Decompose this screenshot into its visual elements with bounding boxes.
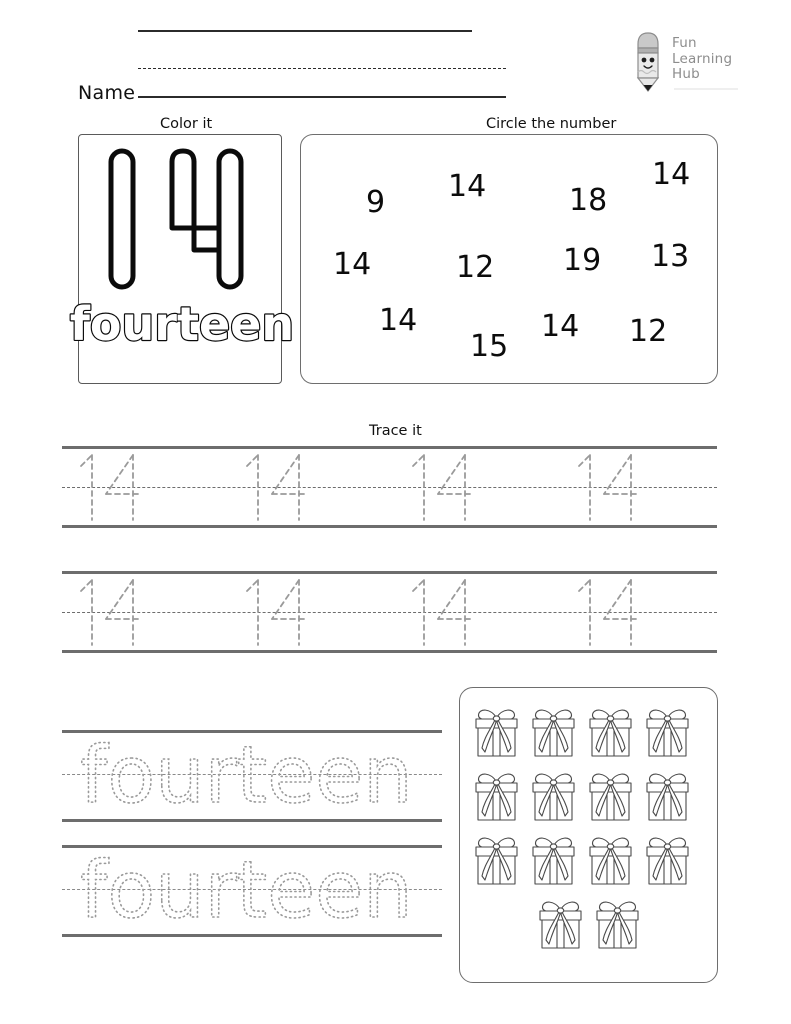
gift-box-icon <box>644 768 691 824</box>
label-trace-it: Trace it <box>369 423 422 439</box>
gift-box-icon <box>473 704 520 760</box>
circle-number-option[interactable]: 14 <box>541 309 580 344</box>
label-circle-the-number: Circle the number <box>486 116 617 132</box>
number-trace-row-2[interactable] <box>62 571 717 653</box>
label-color-it: Color it <box>160 116 213 132</box>
name-line-bottom <box>138 96 506 98</box>
gift-box-icon <box>530 768 577 824</box>
circle-number-option[interactable]: 14 <box>379 303 418 338</box>
outline-word-fourteen[interactable] <box>69 295 295 355</box>
color-it-box[interactable] <box>69 134 295 384</box>
dashed-number-14-glyph[interactable] <box>408 450 486 524</box>
circle-number-option[interactable]: 14 <box>448 169 487 204</box>
gift-box-icon <box>587 832 634 888</box>
gift-box-icon <box>530 832 577 888</box>
outline-word-text: fourteen <box>69 297 295 351</box>
brand-line-2: Learning <box>672 50 733 67</box>
dashed-number-14-glyph[interactable] <box>242 575 320 649</box>
circle-number-option[interactable]: 14 <box>333 247 372 282</box>
dashed-number-14-glyph[interactable] <box>408 575 486 649</box>
circle-number-option[interactable]: 9 <box>366 185 386 220</box>
circle-number-option[interactable]: 13 <box>651 239 690 274</box>
gift-grid <box>473 704 704 888</box>
gift-box-icon <box>594 896 641 952</box>
name-label: Name <box>78 82 136 104</box>
gift-box-icon <box>587 768 634 824</box>
circle-number-option[interactable]: 18 <box>569 183 608 218</box>
gift-box-icon <box>644 832 691 888</box>
trace-line-top <box>62 446 717 449</box>
trace-line-top <box>62 571 717 574</box>
name-writing-lines[interactable] <box>138 24 506 104</box>
brand-logo-text <box>672 36 732 83</box>
gift-box-icon <box>644 704 691 760</box>
gift-grid-last-row <box>473 896 704 952</box>
gift-box-icon <box>537 896 584 952</box>
circle-number-option[interactable]: 14 <box>652 157 691 192</box>
name-line-top <box>138 30 472 32</box>
gift-box-icon <box>473 768 520 824</box>
name-line-middle-dashed <box>138 68 506 69</box>
dashed-number-14-glyph[interactable] <box>76 450 154 524</box>
dotted-word-fourteen[interactable] <box>80 846 432 936</box>
gift-box-icon <box>587 704 634 760</box>
word-trace-row-2[interactable] <box>62 845 442 937</box>
counting-gifts-panel <box>459 687 718 983</box>
name-field-row <box>78 24 718 104</box>
dashed-number-14-glyph[interactable] <box>242 450 320 524</box>
circle-number-option[interactable]: 19 <box>563 243 602 278</box>
outline-number-14[interactable] <box>101 143 261 293</box>
dotted-word-text: fourteen <box>80 846 413 936</box>
trace-line-bottom <box>62 650 717 653</box>
circle-number-option[interactable]: 12 <box>456 250 495 285</box>
dashed-number-14-glyph[interactable] <box>574 450 652 524</box>
number-trace-row-1[interactable] <box>62 446 717 528</box>
gift-box-icon <box>473 832 520 888</box>
gift-box-icon <box>530 704 577 760</box>
brand-logo <box>630 30 748 98</box>
circle-number-option[interactable]: 12 <box>629 314 668 349</box>
dotted-word-fourteen[interactable] <box>80 731 432 821</box>
trace-line-bottom <box>62 525 717 528</box>
dashed-number-14-glyph[interactable] <box>76 575 154 649</box>
word-trace-row-1[interactable] <box>62 730 442 822</box>
brand-line-3: Hub <box>672 66 700 82</box>
dotted-word-text: fourteen <box>80 731 413 821</box>
brand-line-1: Fun <box>672 35 697 51</box>
brand-underline <box>674 88 738 90</box>
dashed-number-14-glyph[interactable] <box>574 575 652 649</box>
circle-number-option[interactable]: 15 <box>470 329 509 364</box>
